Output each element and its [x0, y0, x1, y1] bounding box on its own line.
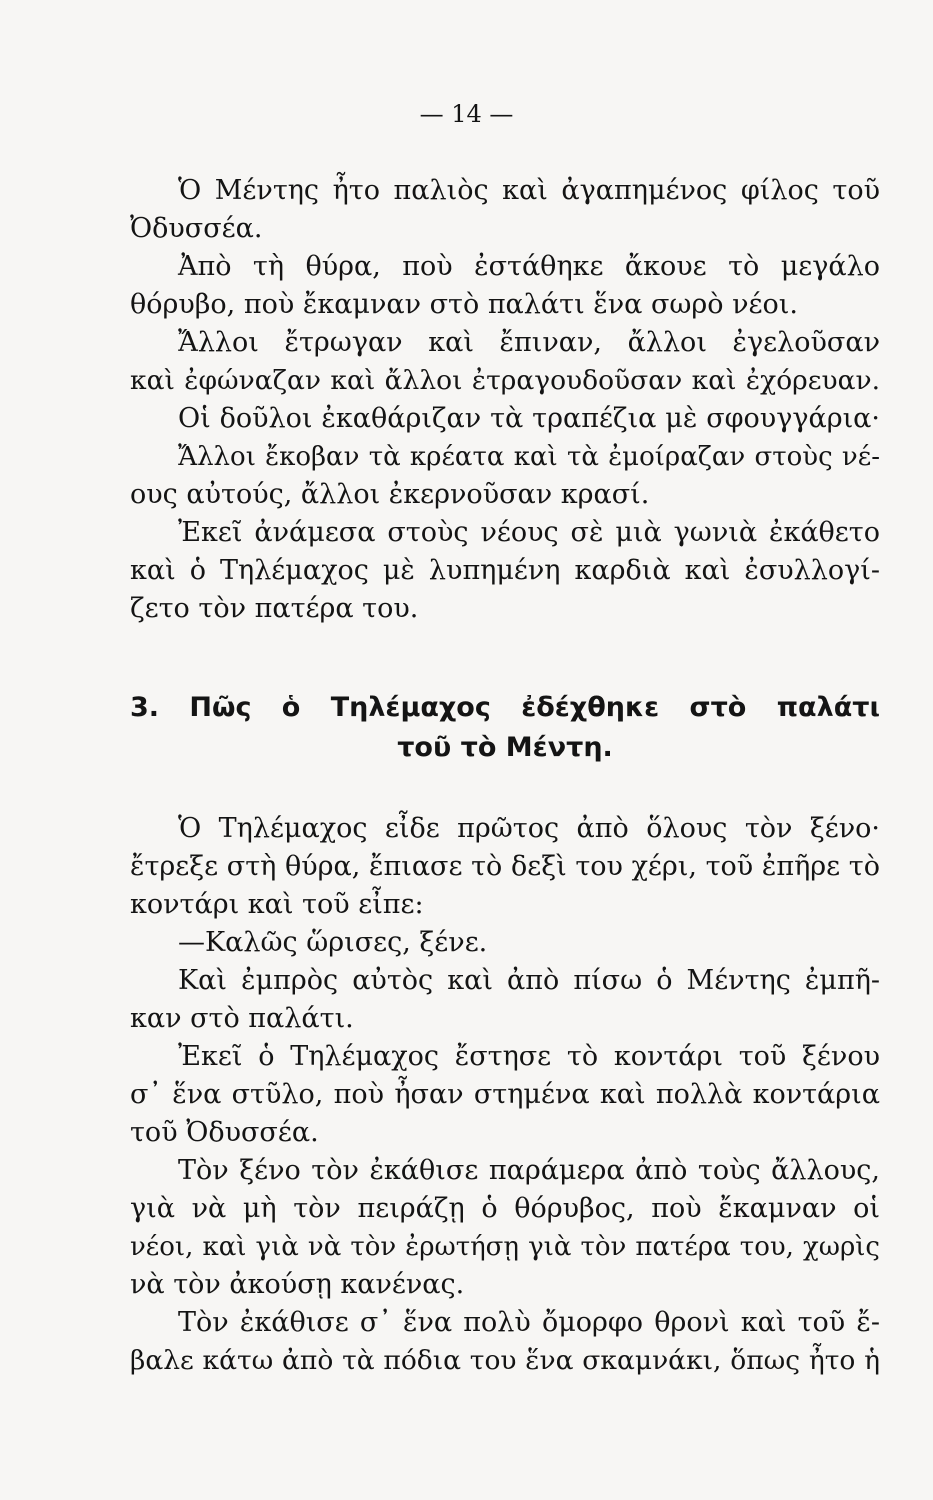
text-line: Καὶ ἐμπρὸς αὐτὸς καὶ ἀπὸ πίσω ὁ Μέντης ἐμπῆ- — [178, 965, 880, 996]
text-line: Ἐκεῖ ἀνάμεσα στοὺς νέους σὲ μιὰ γωνιὰ ἐκάθετο — [178, 517, 880, 548]
text-line: Ὁ Μέντης ἦτο παλιὸς καὶ ἀγαπημένος φίλος τοῦ — [178, 175, 880, 206]
text-line: Οἱ δοῦλοι ἐκαθάριζαν τὰ τραπέζια μὲ σφουγγάρια· — [178, 403, 880, 434]
body-text-section-2 — [130, 810, 880, 1380]
text-line: —Καλῶς ὥρισες, ξένε. — [178, 927, 488, 958]
text-line: ους αὐτούς, ἄλλοι ἐκερνοῦσαν κρασί. — [130, 479, 650, 510]
section-heading — [130, 688, 880, 768]
text-line: ἔτρεξε στὴ θύρα, ἔπιασε τὸ δεξὶ του χέρι, τοῦ ἐπῆρε τὸ — [130, 851, 880, 882]
text-line: νέοι, καὶ γιὰ νὰ τὸν ἐρωτήσῃ γιὰ τὸν πατέρα του, χωρὶς — [130, 1232, 880, 1262]
text-line: τοῦ Ὀδυσσέα. — [130, 1117, 319, 1148]
text-line: κοντάρι καὶ τοῦ εἶπε: — [130, 889, 424, 920]
text-line: ζετο τὸν πατέρα του. — [130, 593, 419, 624]
text-line: Τὸν ξένο τὸν ἐκάθισε παράμερα ἀπὸ τοὺς ἄλλους, — [178, 1155, 880, 1186]
text-line: Ἀπὸ τὴ θύρα, ποὺ ἐστάθηκε ἄκουε τὸ μεγάλο — [178, 251, 880, 282]
text-line: Τὸν ἐκάθισε σ᾿ ἕνα πολὺ ὄμορφο θρονὶ καὶ τοῦ ἔ- — [178, 1307, 880, 1338]
text-line: καν στὸ παλάτι. — [130, 1003, 354, 1034]
section-heading-line-1: 3. Πῶς ὁ Τηλέμαχος ἐδέχθηκε στὸ παλάτι — [130, 692, 880, 723]
text-line: γιὰ νὰ μὴ τὸν πειράζῃ ὁ θόρυβος, ποὺ ἔκαμναν οἱ — [130, 1193, 880, 1224]
page-number: — 14 — — [419, 100, 514, 128]
text-line: Ἄλλοι ἔτρωγαν καὶ ἔπιναν, ἄλλοι ἐγελοῦσαν — [178, 327, 880, 358]
section-heading-line-2: τοῦ τὸ Μέντη. — [397, 732, 613, 763]
text-line: νὰ τὸν ἀκούσῃ κανένας. — [130, 1269, 465, 1300]
text-line: Ἄλλοι ἔκοβαν τὰ κρέατα καὶ τὰ ἐμοίραζαν στοὺς νέ- — [178, 442, 880, 472]
text-line: σ᾿ ἕνα στῦλο, ποὺ ἦσαν στημένα καὶ πολλὰ κοντάρια — [130, 1079, 880, 1110]
text-line: θόρυβο, ποὺ ἔκαμναν στὸ παλάτι ἕνα σωρὸ νέοι. — [130, 289, 798, 320]
text-line: καὶ ἐφώναζαν καὶ ἄλλοι ἐτραγουδοῦσαν καὶ ἐχόρευαν. — [130, 365, 880, 396]
text-line: Ἐκεῖ ὁ Τηλέμαχος ἔστησε τὸ κοντάρι τοῦ ξένου — [178, 1041, 880, 1072]
text-line: καὶ ὁ Τηλέμαχος μὲ λυπημένη καρδιὰ καὶ ἐσυλλογί- — [130, 555, 880, 586]
text-line: Ὀδυσσέα. — [130, 213, 263, 244]
text-line: βαλε κάτω ἀπὸ τὰ πόδια του ἕνα σκαμνάκι, ὅπως ἦτο ἡ — [130, 1345, 880, 1376]
text-line: Ὁ Τηλέμαχος εἶδε πρῶτος ἀπὸ ὅλους τὸν ξένο· — [178, 813, 880, 844]
body-text-section-1 — [130, 172, 880, 628]
